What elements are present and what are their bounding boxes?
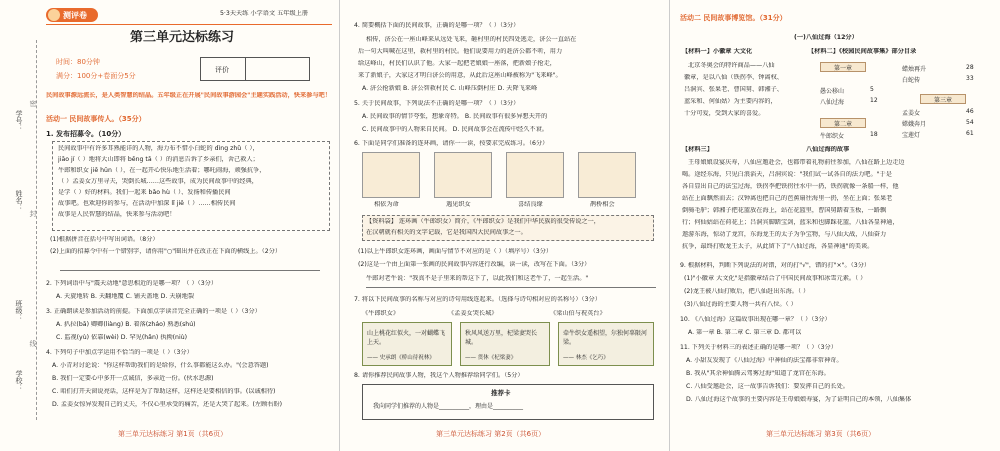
comic-panel-2 xyxy=(434,152,492,198)
catalog-page: 54 xyxy=(966,119,974,126)
answer-line xyxy=(366,287,656,288)
q11-option-b: B. 我从"其余神仙腾云驾雾过海"知道了龙宫在东海。 xyxy=(686,370,830,377)
notice-line: （ ）孟姜女万里寻夫，哭倒长城……这些故事，成为民间故事中的经典， xyxy=(58,178,258,185)
class-label: 班级： xyxy=(15,300,23,321)
q3-stem: 3. 正确朗读是参加活动的前提。下面加点字读音完全正确的一项是（ ）（3分） xyxy=(46,308,261,315)
q8-stem: 8. 请你推荐民间故事人物，我这个人物推荐给同学们。（5分） xyxy=(354,372,524,379)
evaluation-label: 评价 xyxy=(215,66,229,74)
recommend-card xyxy=(362,384,654,420)
comic-panel-1 xyxy=(362,152,420,198)
answer-line xyxy=(60,270,320,271)
q4-option-b: B. 我们一定要心中多开一点诚信，多亲近一份。(伙水思源) xyxy=(52,375,214,382)
q1-sub1: (1)根据拼音在括号中写出词语。（8分） xyxy=(50,236,159,243)
badge xyxy=(46,8,98,22)
material-1-line: 吕洞宾、张果老、曹国舅、韩湘子、 xyxy=(684,86,783,93)
q11-option-c: C. 八仙受邀赴会，这一故事告诉我们：要发挥自己的长处。 xyxy=(686,383,849,390)
q7-title-2: 《孟姜女哭长城》 xyxy=(448,310,498,317)
story-line: 站在上面飘然而去；汉钟离也把自己的芭蕉扇往海里一扔，坐在上面；张果老 xyxy=(682,195,893,202)
comic-caption: 遇见织女 xyxy=(446,201,471,208)
section-heading: (一)八仙过海（12分） xyxy=(794,34,858,41)
poem-text: 山上桃花红似火，一对蝴蝶飞上天。 xyxy=(367,330,446,346)
story-line: 喝。途经东海，只见白浪滔天，吕洞宾说："我们试一试各自的法力吧。"于是 xyxy=(682,171,892,178)
q3-options-ab: A. 扒拉(bā) 卿卿(liàng) B. 着落(zháo) 熟悉(shú) xyxy=(56,321,196,328)
q5-options-cd: C. 民间故事中的人物来自民间。 D. 民间故事会在流传中经久不衰。 xyxy=(362,126,548,133)
notice-line: 是学（ ）好的材料。我们一起来 bǎo hù（ ）、发扬和传播民间 xyxy=(58,189,231,196)
q1-sub2: (2)上面的招募令中有一个错别字，请你用"○"圈出并在改正在下面的横线上。（2分） xyxy=(50,248,282,255)
story-line: 给这峰山，村民们认识了他。大家一起把老娘娘一座落，把新娘子抢走， xyxy=(358,60,556,67)
catalog-page: 28 xyxy=(966,64,974,71)
comic-caption: 鹊桥相会 xyxy=(590,201,615,208)
story-line: 来了新娘子，大家这才明白济公的用意，从此后这座山峰被称为"飞来峰"。 xyxy=(358,72,562,79)
q7-title-3: 《梁山伯与祝英台》 xyxy=(550,310,606,317)
catalog-page: 5 xyxy=(870,86,874,93)
series-header: 5·3天天练 小学语文 五年级上册 xyxy=(220,10,309,17)
q9-item: (3)八仙过海的主要人物一共有八位。（ ） xyxy=(684,301,797,308)
material-1-title: 【材料一】小徽章 大文化 xyxy=(682,48,753,55)
mascot-icon xyxy=(48,9,60,21)
q7-stem: 7. 将以下民间故事的名称与对应的诗句用线连起来。（选择与诗句相对应的名称号）（3分） xyxy=(354,296,601,303)
catalog-item: 八仙过海 xyxy=(820,99,845,106)
q2-stem: 2. 下列词语中与"震天动地"意思相近的是哪一项？（ ）（3分） xyxy=(46,280,218,287)
q6-sub1: (1)以上牛郎织女连环画，画面与情节不对应的是（ ）（填序号）（3分） xyxy=(358,248,553,255)
material-3-title: 【材料三】 xyxy=(682,146,713,153)
page-2 xyxy=(340,0,670,451)
q4b-options: A. 济公抢新娘 B. 济公智救村民 C. 山峰压倒村庄 D. 天降飞来峰 xyxy=(362,85,538,92)
story-line: 各自显出自己的法宝过海，铁拐李把铁拐往水中一扔，铁拐就像一条船一样，他 xyxy=(682,183,899,190)
q11-stem: 11. 下列关于材料三的表述正确的是哪一项？（ ）（3分） xyxy=(680,344,837,351)
name-label: 姓名： xyxy=(15,190,23,211)
line-mark: 线 xyxy=(29,340,37,347)
badge-label: 测评卷 xyxy=(63,11,87,20)
poem-author: —— 贯休《杞梁妻》 xyxy=(465,355,517,361)
catalog-item: 愚公移山 xyxy=(820,88,845,95)
poem-text: 秋风风送万里，杞梁妻哭长城。 xyxy=(465,330,538,346)
q5-stem: 5. 关于民间故事，下列说法不正确的是哪一项？（ ）（3分） xyxy=(354,100,520,107)
notice-line: 民间故事中有许多耳熟能详的人物，海力布不惜小白蛇的 dìng zhǔ（ ）， xyxy=(58,145,259,152)
q4-option-a: A. 小青对讨论说："你这样帮助我们的是给你，什么事都能这么办。"(会意答题) xyxy=(52,362,269,369)
bind-mark: 封 xyxy=(29,210,37,217)
poem-card-2 xyxy=(460,322,550,366)
seal-mark: 密 xyxy=(29,100,37,107)
story-line: 相传，济公在一座山峰来从远处飞来，砸村里的村民四处逃走，济公一直站在 xyxy=(366,36,577,43)
notice-line: 故事是人民智慧的结晶，快来参与活动吧！ xyxy=(58,211,176,218)
score-label: 满分：100分+卷面分5分 xyxy=(56,72,136,80)
catalog-item: 蜡烛再升 xyxy=(902,66,927,73)
q10-stem: 10. 《八仙过海》这篇故事出现在哪一章？（ ）（3分） xyxy=(680,316,831,323)
recommend-line: 我向同学们推荐的人物是__________，理由是__________ xyxy=(373,403,524,410)
header-rule xyxy=(46,24,332,25)
poem-author: —— 史承朗《桥山待祝林》 xyxy=(367,355,435,361)
story-line: 倒骑毛驴；韩湘子把花篮放在海上，站在花篮里，曹国舅踏着玉板，一路飘 xyxy=(682,207,887,214)
activity-2-heading: 活动二 民间故事博览馆。（31分） xyxy=(680,14,787,22)
material-1-line: 蓝采和、何仙姑）为主要内容的， xyxy=(684,98,777,105)
catalog-page: 12 xyxy=(870,97,878,104)
q1-stem: 1. 发布招募令。（10分） xyxy=(46,130,126,138)
comic-caption: 喜结良缘 xyxy=(518,201,543,208)
q6-quote: 牛郎对老牛说："我真不是子里来的帮这下了，以此我们和这老牛了，一起生活。" xyxy=(366,275,589,282)
q11-option-d: D. 八仙过海这个故事的主要内容是王母娘娘寿宴，为了证明自己的本领，八仙集体 xyxy=(686,396,912,403)
material-1-line: 十分可爱，受到大家的喜爱。 xyxy=(684,110,765,117)
footer: 第三单元达标练习 第2页（共6页） xyxy=(436,430,546,438)
comic-caption: 相依为命 xyxy=(374,201,399,208)
story-line: 王母娘娘设宴庆寿，八仙应邀赴会，也都带着礼物前往参加，八仙在路上边走边 xyxy=(688,159,905,166)
chapter-3-label: 第三章 xyxy=(920,94,966,104)
catalog-page: 33 xyxy=(966,75,974,82)
story-line: 遨游东海，惊动了龙宫，东海龙王的太子为争宝物，与八仙大战，八仙奋力 xyxy=(682,231,887,238)
q4b-stem: 4. 简要概括下面的民间故事，正确的是哪一项？（ ）（3分） xyxy=(354,22,520,29)
material-1-line: 徽章，是以八仙（铁拐李、钟离权、 xyxy=(684,74,783,81)
notice-line: 故事吧。也欢迎你的参与，在活动中加深 lǐ jiě（ ）……相传民间 xyxy=(58,200,236,207)
comic-panel-4 xyxy=(578,152,636,198)
poem-author: —— 林杰《乞巧》 xyxy=(563,355,609,361)
material-1-line: 北京冬奥会的特许商品——八仙 xyxy=(688,62,775,69)
q4-stem: 4. 下列句子中加点字运用不恰当的一项是（ ）（3分） xyxy=(46,349,193,356)
time-label: 时间：80分钟 xyxy=(56,58,100,66)
q6-sub2: (2)这是一个由上面第一张画的民间故事内容进行改编，读一读，改写在下面。（3分） xyxy=(358,261,591,268)
q11-option-a: A. 小甜友发现了《八仙过海》中神仙的法宝都非常神奇。 xyxy=(686,357,843,364)
q9-item: (2)龙王被八仙打败后，把八仙赶出东海。（ ） xyxy=(684,288,810,295)
catalog-item: 孟姜女 xyxy=(902,110,921,117)
q9-stem: 9. 根据材料，判断下列说法的对错，对的打"√"，错的打"×"。（3分） xyxy=(680,262,871,269)
q2-options: A. 天旋地转 B. 天翻地覆 C. 铺天盖地 D. 天崩地裂 xyxy=(56,293,195,300)
poem-card-3 xyxy=(558,322,654,366)
q10-options: A. 第一章 B. 第二章 C. 第三章 D. 都可以 xyxy=(688,329,802,336)
chapter-2-label: 第二章 xyxy=(820,118,866,128)
activity-1-heading: 活动一 民间故事传人。（35分） xyxy=(46,115,146,123)
catalog-item: 宝莲灯 xyxy=(902,132,921,139)
catalog-page: 61 xyxy=(966,130,974,137)
poem-text: 牵牛织女遥相望，尔独何辜限河梁。 xyxy=(563,330,648,346)
story-line: 行；何仙姑站在荷花上；吕洞宾脚踏宝剑，蓝采和也脚踩花篮，八仙各显神通， xyxy=(682,219,899,226)
student-no-label: 学号： xyxy=(15,110,23,131)
school-label: 学校： xyxy=(15,370,23,391)
catalog-item: 牛郎织女 xyxy=(820,133,845,140)
q6-stem: 6. 下面是同学们准备的连环画，请你一一读，按要求完成练习。（6分） xyxy=(354,140,549,147)
q9-item: (1)"小徽章 大文化"是指徽章结合了中国民间故事和冰雪元素。（ ） xyxy=(684,275,867,282)
q4-option-c: C. 咱们打开天窗说亮话，这样是为了帮助这样，这样还是要相信的事。(以诚相待) xyxy=(52,388,276,395)
q7-title-1: 《牛郎织女》 xyxy=(362,310,400,317)
footer: 第三单元达标练习 第3页（共6页） xyxy=(766,430,876,438)
page-title: 第三单元达标练习 xyxy=(130,30,235,45)
footer: 第三单元达标练习 第1页（共6页） xyxy=(118,430,228,438)
recommend-card-title: 推荐卡 xyxy=(491,389,511,397)
story-title: 八仙过海的故事 xyxy=(806,146,850,153)
comic-panel-3 xyxy=(506,152,564,198)
info-line: 【资料袋】 连环画（牛郎织女）简介，《牛郎织女》是我们中华民族的很受传说之一， xyxy=(366,218,600,225)
page-3 xyxy=(670,0,1000,451)
material-2-title: 【材料二】《校园民间故事集》部分目录 xyxy=(808,48,917,55)
notice-line: 牛郎和织女 jiē hūn（ ），在一起开心快乐地生活着；哪吒闹海，顽强抗争， xyxy=(58,167,266,174)
story-line: 后一句大叫喊在这里，救村里的村民。他们说要用力的赶济公都不听，用力 xyxy=(358,48,563,55)
q5-options-ab: A. 民间故事的情节夸张，想象奇特。 B. 民间故事有很多异想天开的 xyxy=(362,113,548,120)
page-1 xyxy=(0,0,340,451)
story-line: 抗争，最终打败龙王太子，从此留下了"八仙过海，各显神通"的美谈。 xyxy=(682,243,874,250)
catalog-item: 嫦娥奔月 xyxy=(902,121,927,128)
catalog-page: 18 xyxy=(870,131,878,138)
chapter-1-label: 第一章 xyxy=(820,62,866,72)
info-line: 在汉朝就有相关的文字记载，它是我国四大民间故事之一。 xyxy=(366,229,527,236)
catalog-item: 白蛇传 xyxy=(902,77,921,84)
evaluation-box xyxy=(200,57,310,81)
binding-line xyxy=(36,40,37,420)
poem-card-1 xyxy=(362,322,452,366)
notice-line: jiāo jí（ ）地将大山即将 bēng tā（ ）的消息告诉了乡亲们，舍己救人； xyxy=(58,156,259,163)
q4-option-d: D. 孟姜女惊异发现自己的丈夫，不仅心里承受的痛苦，还是大哭了起来。(左顾右盼) xyxy=(52,401,283,408)
q3-options-cd: C. 监视(yù) 依靠(wèi) D. 罕见(hǎn) 执拗(niù) xyxy=(56,334,188,341)
catalog-page: 46 xyxy=(966,108,974,115)
intro-text: 民间故事源远流长，是人类智慧的结晶。五年级正在开展"民间故事游园会"主题实践活动，快来参与吧！ xyxy=(46,92,331,99)
